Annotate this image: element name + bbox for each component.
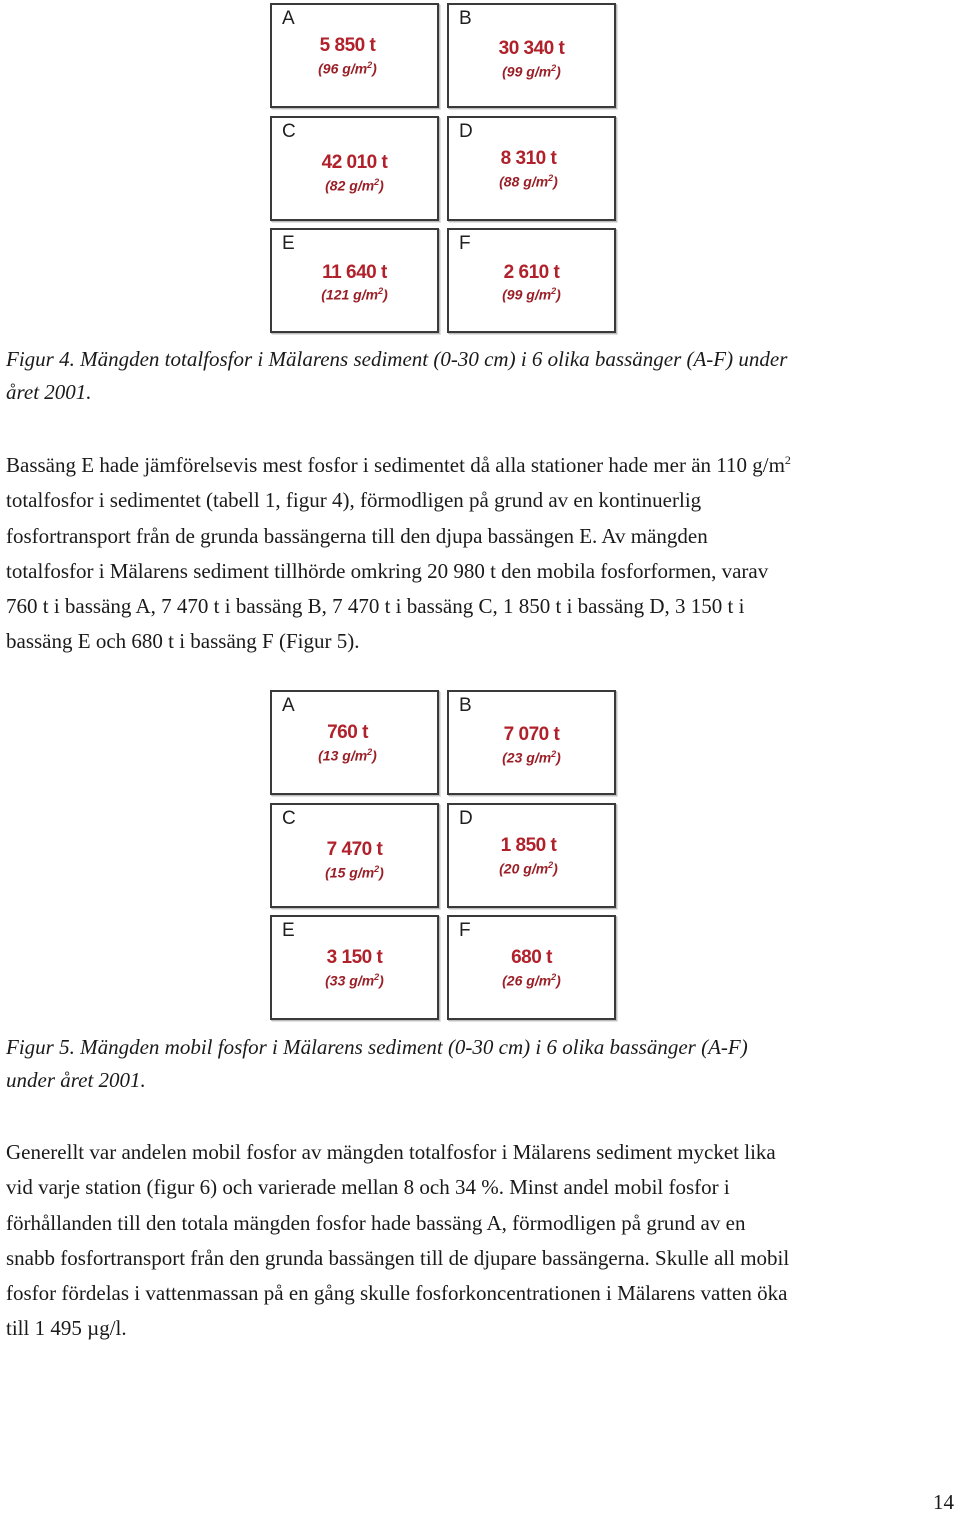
cell-density: (15 $g/m^2$) (325, 864, 384, 881)
cell-density: (23 $g/m^2$) (502, 749, 561, 766)
figure-4-cell-d (447, 116, 616, 221)
figure-4-caption (6, 343, 956, 409)
figure-4-cell-e (270, 228, 439, 333)
text-line: 760 t i bassäng A, 7 470 t i bassäng B, 7 470 t i bassäng C, 1 850 t i bassäng D, 3 150 t i (6, 594, 745, 619)
cell-density: (96 $g/m^2$) (318, 60, 377, 77)
cell-amount: 3 150 t (326, 947, 383, 968)
text-line: totalfosfor i Mälarens sediment tillhörde omkring 20 980 t den mobila fosforformen, varav (6, 558, 769, 583)
figure-5-cell-c (270, 803, 439, 908)
text-line: till 1 495 µg/l. (6, 1316, 127, 1341)
page-number: 14 (933, 1490, 954, 1514)
cell-density: (33 $g/m^2$) (325, 972, 384, 989)
cell-letter: B (459, 8, 472, 29)
figure-5-cell-b (447, 690, 616, 795)
cell-amount: 680 t (511, 947, 552, 968)
text-line: snabb fosfortransport från den grunda bassängen till de djupare bassängerna. Skulle all mobil (6, 1245, 790, 1270)
figure-5-cell-d (447, 803, 616, 908)
cell-density: (20 $g/m^2$) (499, 860, 558, 877)
cell-letter: A (282, 8, 295, 29)
cell-density: (121 $g/m^2$) (321, 286, 388, 303)
text-line: Bassäng E hade jämförelsevis mest fosfor i sedimentet då alla stationer hade mer än 110 $g/m^2$ (6, 453, 791, 477)
cell-amount: 2 610 t (503, 262, 560, 283)
caption-line: under året 2001. (6, 1068, 146, 1092)
text-line: förhållanden till den totala mängden fosfor hade bassäng A, förmodligen på grund av en (6, 1210, 746, 1235)
text-line: totalfosfor i sedimentet (tabell 1, figur 4), förmodligen på grund av en kontinuerlig (6, 488, 702, 513)
figure-4-grid (270, 3, 620, 339)
cell-amount: 11 640 t (322, 262, 387, 283)
body-paragraph-1 (6, 448, 956, 660)
figure-5-grid (270, 690, 620, 1026)
caption-line: Figur 5. Mängden mobil fosfor i Mälarens sediment (0-30 cm) i 6 olika bassänger (A-F) (6, 1035, 748, 1059)
figure-4-cell-f (447, 228, 616, 333)
cell-letter: F (459, 920, 471, 941)
figure-5-caption (6, 1031, 956, 1097)
cell-density: (82 $g/m^2$) (325, 177, 384, 194)
figure-4-cell-b (447, 3, 616, 108)
cell-letter: D (459, 121, 473, 142)
figure-5-cell-e (270, 915, 439, 1020)
body-paragraph-2 (6, 1135, 956, 1347)
caption-line: Figur 4. Mängden totalfosfor i Mälarens sediment (0-30 cm) i 6 olika bassänger (A-F) under (6, 347, 788, 371)
cell-amount: 760 t (327, 722, 368, 743)
cell-amount: 42 010 t (321, 152, 388, 173)
cell-letter: E (282, 233, 295, 254)
cell-letter: E (282, 920, 295, 941)
cell-amount: 8 310 t (500, 148, 557, 169)
cell-letter: C (282, 121, 296, 142)
cell-density: (13 $g/m^2$) (318, 747, 377, 764)
cell-letter: C (282, 808, 296, 829)
cell-density: (88 $g/m^2$) (499, 173, 558, 190)
cell-amount: 7 470 t (326, 839, 383, 860)
cell-letter: B (459, 695, 472, 716)
figure-4-cell-a (270, 3, 439, 108)
cell-letter: A (282, 695, 295, 716)
text-line: fosfortransport från de grunda bassängerna till den djupa bassängen E. Av mängden (6, 523, 708, 548)
text-line: fosfor fördelas i vattenmassan på en gång skulle fosforkoncentrationen i Mälarens vatten öka (6, 1281, 788, 1306)
cell-amount: 1 850 t (500, 835, 557, 856)
cell-letter: D (459, 808, 473, 829)
figure-4 (270, 3, 620, 339)
text-line: vid varje station (figur 6) och varierade mellan 8 och 34 %. Minst andel mobil fosfor i (6, 1175, 730, 1200)
caption-line: året 2001. (6, 380, 92, 404)
cell-density: (99 $g/m^2$) (502, 63, 561, 80)
figure-5-cell-f (447, 915, 616, 1020)
cell-density: (99 $g/m^2$) (502, 286, 561, 303)
cell-amount: 30 340 t (498, 38, 565, 59)
cell-amount: 5 850 t (319, 35, 376, 56)
cell-letter: F (459, 233, 471, 254)
figure-4-cell-c (270, 116, 439, 221)
figure-5-cell-a (270, 690, 439, 795)
text-line: bassäng E och 680 t i bassäng F (Figur 5). (6, 629, 360, 654)
figure-5 (270, 690, 620, 1026)
text-line: Generellt var andelen mobil fosfor av mängden totalfosfor i Mälarens sediment mycket lika (6, 1140, 776, 1164)
cell-amount: 7 070 t (503, 724, 560, 745)
cell-density: (26 $g/m^2$) (502, 972, 561, 989)
